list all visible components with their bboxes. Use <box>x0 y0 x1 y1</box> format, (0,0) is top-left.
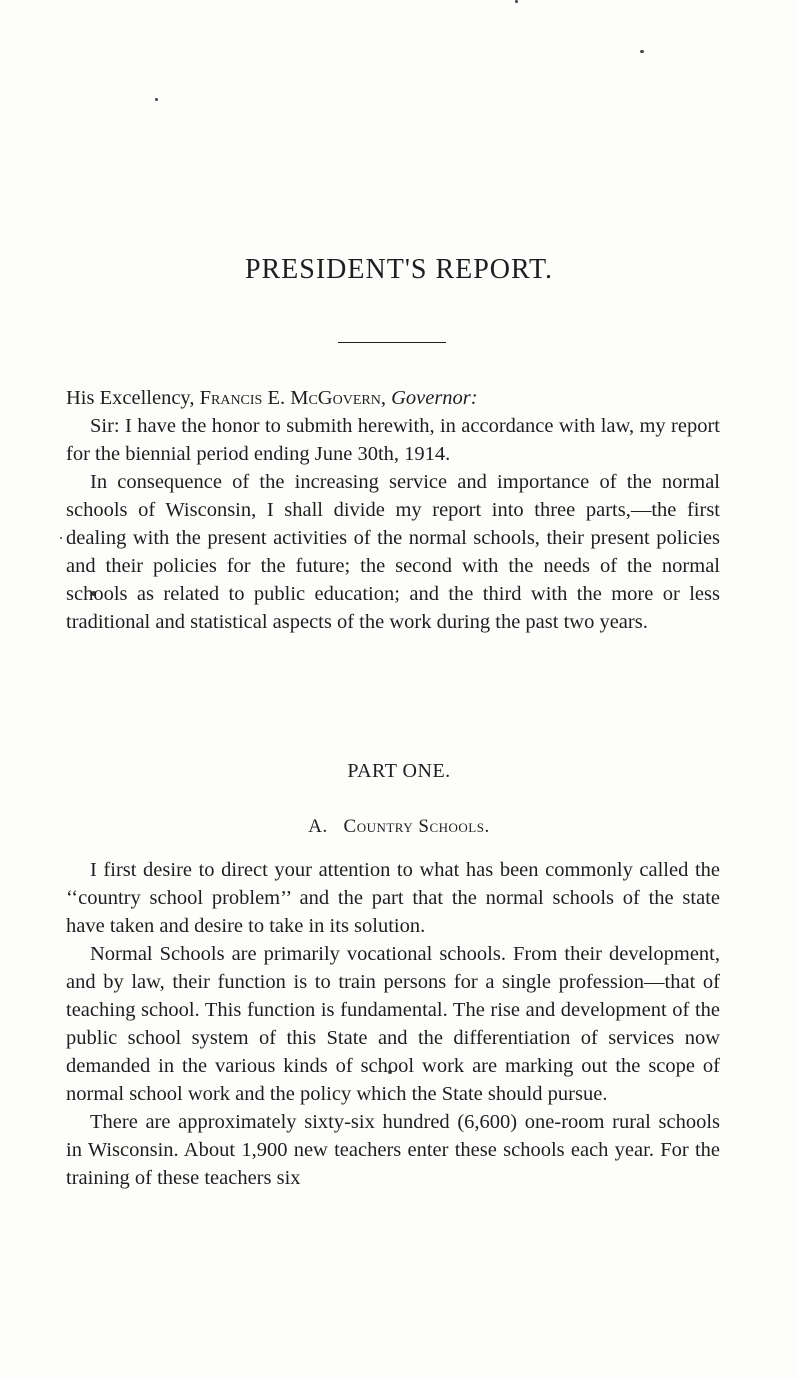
title-divider <box>338 342 446 343</box>
scan-speck <box>60 537 62 539</box>
page-title: PRESIDENT'S REPORT. <box>244 254 554 285</box>
salutation-separator: , <box>380 387 392 409</box>
intro-block <box>66 384 720 636</box>
intro-paragraph: In consequence of the increasing service and importance of the normal schools of Wisconsin, I shall divide my report into three parts,—the first dealing with the present activities of the normal schools, their present policies and their policies for the future; the second with the needs of the normal schools as related to public education; and the third with the more or less traditional and statistical aspects of the work during the past two years. <box>66 471 720 633</box>
part-heading: PART ONE. <box>347 760 451 782</box>
section-body <box>66 856 720 1192</box>
section-title: Country Schools. <box>343 816 490 837</box>
salutation-prefix: His Excellency, <box>66 387 200 409</box>
scan-speck <box>515 0 518 3</box>
governor-role: Governor: <box>391 387 478 409</box>
body-paragraph: Normal Schools are primarily vocational schools. From their development, and by law, their function is to train persons for a single profession—that of teaching school. This function is fundamental. The rise and development of the public school system of this State and the differentiation of services now demanded in the various kinds of school work are marking out the scope of normal school work and the policy which the State should pursue. <box>66 943 720 1105</box>
body-paragraph: There are approximately sixty-six hundred (6,600) one-room rural schools in Wisconsin. About 1,900 new teachers enter these schools each year. For the training of these teachers six <box>66 1111 720 1189</box>
section-heading <box>0 816 798 838</box>
section-letter: A. <box>308 816 328 837</box>
salutation <box>66 384 720 412</box>
scan-speck <box>155 98 158 101</box>
body-paragraph: I first desire to direct your attention to what has been commonly called the ‘‘country school problem’’ and the part that the normal schools of the state have taken and desire to take in its solution. <box>66 859 720 937</box>
intro-paragraph: Sir: I have the honor to submith herewith, in accordance with law, my report for the biennial period ending June 30th, 1914. <box>66 415 720 465</box>
governor-name: Francis E. McGovern <box>199 387 381 409</box>
scan-speck <box>640 50 644 53</box>
